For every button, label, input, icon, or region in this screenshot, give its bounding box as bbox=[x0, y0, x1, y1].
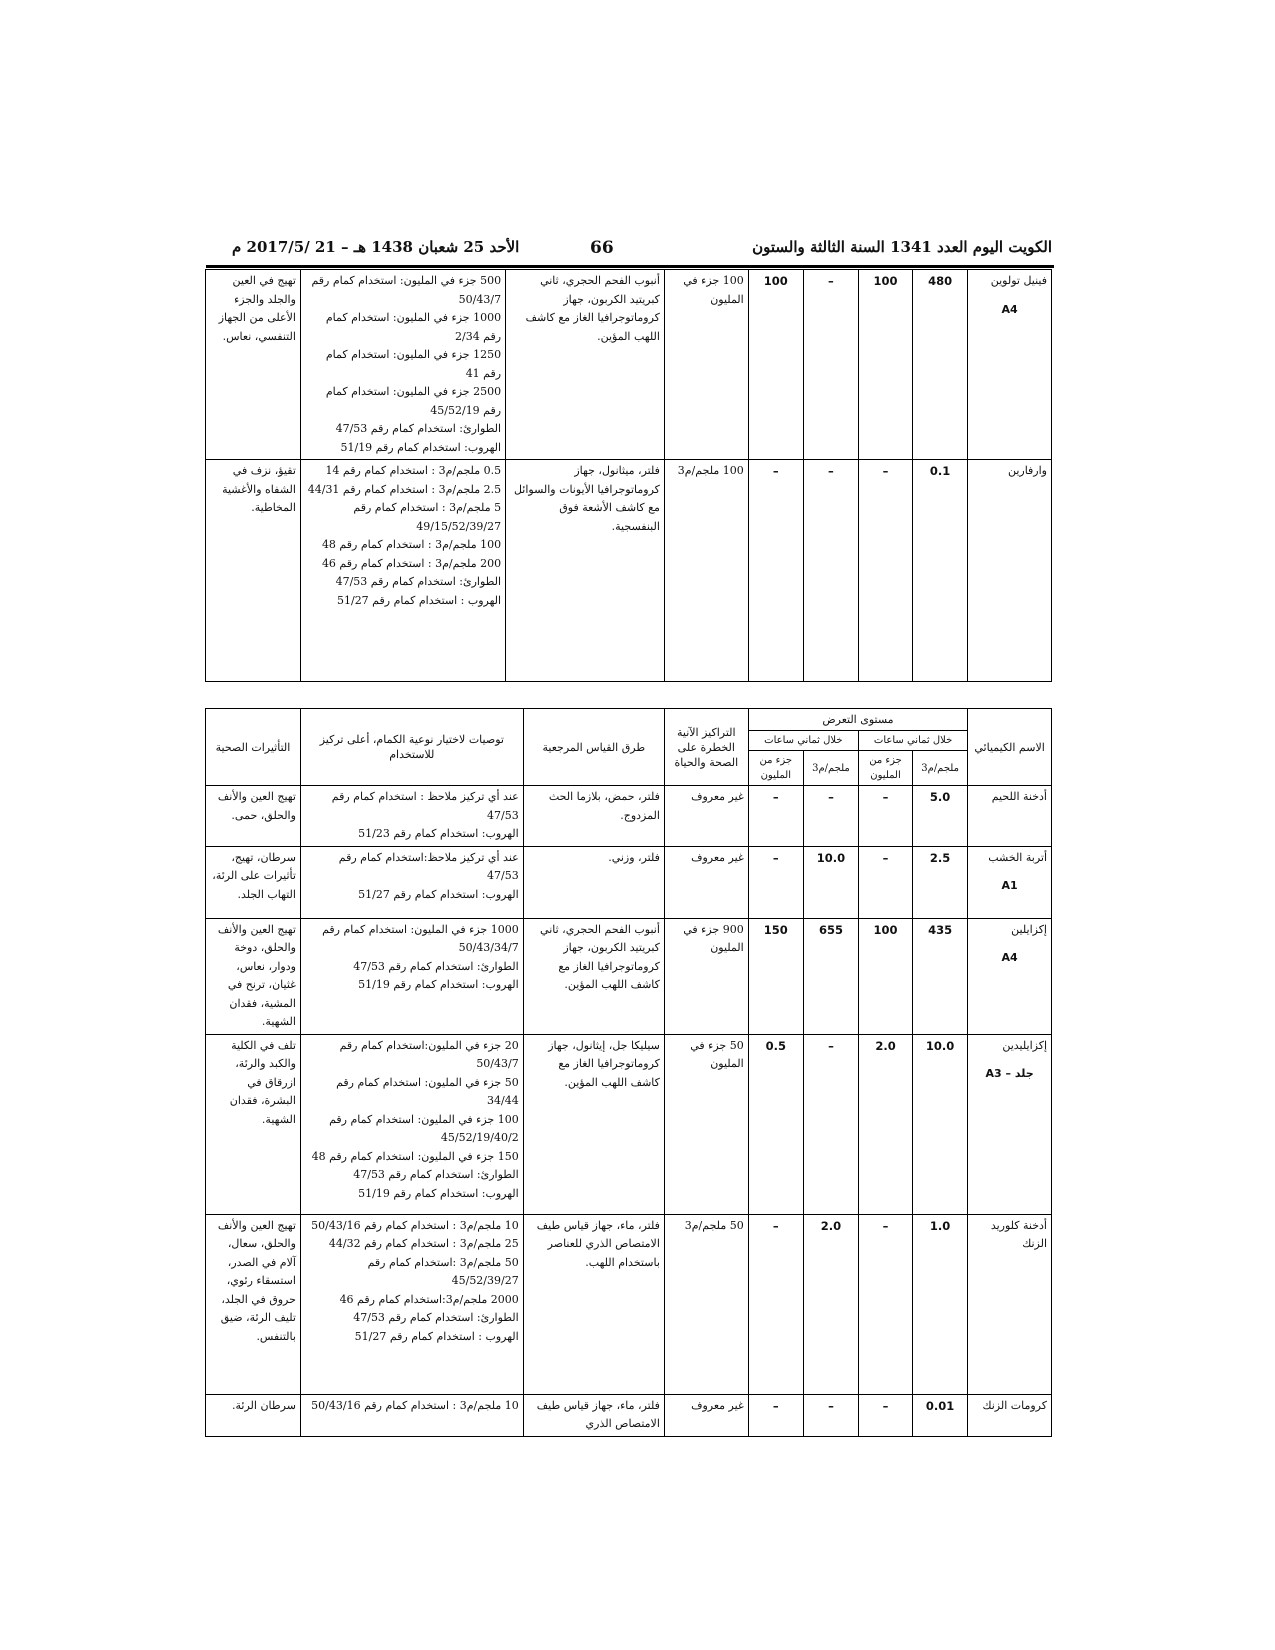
ppm-header-1: جزء من المليون bbox=[859, 751, 913, 786]
exposure-value: 2.0 bbox=[803, 1214, 858, 1394]
chemical-code: A4 bbox=[1001, 951, 1018, 964]
danger-concentration: 900 جزء في المليون bbox=[664, 918, 748, 1034]
chemical-code: A1 bbox=[1001, 879, 1018, 892]
recommendation-line: 20 جزء في المليون:استخدام كمام رقم 50/43/7 bbox=[339, 1038, 519, 1070]
health-effects: تهيج العين والأنف والحلق، دوخة ودوار، نعاس، غثيان، ترنح في المشية، فقدان الشهية. bbox=[206, 918, 301, 1034]
chemical-name: إكزايلين bbox=[1011, 922, 1047, 936]
exposure-value: – bbox=[859, 846, 913, 918]
recommendation-line: الهروب: استخدام كمام رقم 51/23 bbox=[358, 827, 519, 840]
exposure-value: 10.0 bbox=[913, 1034, 968, 1214]
chemical-code: A4 bbox=[1001, 302, 1018, 316]
page-header bbox=[232, 238, 1052, 264]
respirator-recommendations bbox=[300, 270, 505, 460]
chemical-name: إكزايليدين bbox=[1002, 1038, 1047, 1052]
table-row bbox=[206, 786, 1052, 847]
main-table bbox=[205, 708, 1052, 1437]
col-name-header: الاسم الكيميائي bbox=[968, 709, 1052, 786]
recommendation-line: 1250 جزء في المليون: استخدام كمام رقم 41 bbox=[325, 348, 502, 380]
recommendation-line: 2500 جزء في المليون: استخدام كمام رقم 45/52/19 bbox=[325, 385, 502, 417]
measurement-method: سيليكا جل، إيثانول، جهاز كروماتوجرافيا الغاز مع كاشف اللهب المؤين. bbox=[523, 1034, 664, 1214]
recommendation-line: 50 جزء في المليون: استخدام كمام رقم 34/44 bbox=[336, 1075, 519, 1107]
chemical-name-cell bbox=[968, 786, 1052, 847]
chemical-code: جلد – A3 bbox=[985, 1067, 1034, 1080]
health-effects: تهيج في العين والجلد والجزء الأعلى من الجهاز التنفسي، نعاس. bbox=[206, 270, 301, 460]
chemical-name: أتربة الخشب bbox=[988, 850, 1047, 864]
exposure-value: 2.0 bbox=[859, 1034, 913, 1214]
col-method-header: طرق القياس المرجعية bbox=[523, 709, 664, 786]
respirator-recommendations bbox=[300, 1394, 523, 1436]
measurement-method: فلتر، وزني. bbox=[523, 846, 664, 918]
chemical-name-cell bbox=[968, 846, 1052, 918]
recommendation-line: 1000 جزء في المليون: استخدام كمام رقم 50/43/34/7 bbox=[322, 922, 519, 954]
exposure-value: 150 bbox=[748, 918, 803, 1034]
recommendation-line: 2000 ملجم/م3:استخدام كمام رقم 46 bbox=[339, 1292, 519, 1306]
mg-header-1: ملجم/م3 bbox=[913, 751, 968, 786]
chemical-name-cell bbox=[968, 1034, 1052, 1214]
danger-concentration: 50 جزء في المليون bbox=[664, 1034, 748, 1214]
recommendation-line: عند أي تركيز ملاحظ:استخدام كمام رقم 47/53 bbox=[338, 850, 519, 882]
exposure-value: – bbox=[748, 1394, 803, 1436]
recommendation-line: 5 ملجم/م3 : استخدام كمام رقم 49/15/52/39/27 bbox=[353, 501, 502, 533]
chemical-name-cell bbox=[968, 918, 1052, 1034]
exposure-value: – bbox=[748, 786, 803, 847]
publication-info: الكويت اليوم العدد 1341 السنة الثالثة والستون bbox=[752, 238, 1052, 256]
exposure-value: 100 bbox=[859, 918, 913, 1034]
exposure-value: 655 bbox=[803, 918, 858, 1034]
measurement-method: فلتر، ماء، جهاز قياس طيف الامتصاص الذري للعناصر باستخدام اللهب. bbox=[523, 1214, 664, 1394]
ppm-header-2: جزء من المليون bbox=[748, 751, 803, 786]
exposure-value: 5.0 bbox=[913, 786, 968, 847]
chemical-name: فينيل تولوين bbox=[990, 274, 1047, 287]
chemical-name-cell bbox=[968, 270, 1052, 460]
group-a-header: خلال ثماني ساعات bbox=[859, 731, 968, 751]
recommendation-line: الهروب: استخدام كمام رقم 51/27 bbox=[358, 887, 519, 901]
recommendation-line: الهروب: استخدام كمام رقم 51/19 bbox=[358, 978, 519, 991]
exposure-value: – bbox=[803, 786, 858, 847]
issue-date: الأحد 25 شعبان 1438 هـ – 21 /2017/5 م bbox=[232, 238, 520, 256]
recommendation-line: الطوارئ: استخدام كمام رقم 47/53 bbox=[353, 1168, 519, 1181]
recommendation-line: 10 ملجم/م3 : استخدام كمام رقم 50/43/16 bbox=[311, 1398, 519, 1412]
exposure-value: – bbox=[859, 1214, 913, 1394]
measurement-method: أنبوب الفحم الحجري، ثاني كبريتيد الكربون، جهاز كروماتوجرافيا الغاز مع كاشف اللهب المؤين. bbox=[523, 918, 664, 1034]
group-b-header: خلال ثماني ساعات bbox=[748, 731, 858, 751]
recommendation-line: 25 ملجم/م3 : استخدام كمام رقم 44/32 bbox=[328, 1237, 519, 1250]
recommendation-line: 100 جزء في المليون: استخدام كمام رقم 45/52/19/40/2 bbox=[329, 1112, 519, 1144]
recommendation-line: الهروب: استخدام كمام رقم 51/19 bbox=[340, 440, 502, 454]
recommendation-line: 100 ملجم/م3 : استخدام كمام رقم 48 bbox=[321, 538, 502, 551]
page-number: 66 bbox=[590, 238, 614, 258]
measurement-method: فلتر، ميثانول، جهاز كروماتوجرافيا الأيونات والسوائل مع كاشف الأشعة فوق البنفسجية. bbox=[506, 460, 665, 682]
recommendation-line: الطوارئ: استخدام كمام رقم 47/53 bbox=[353, 959, 519, 973]
chemical-name: وارفارين bbox=[1007, 464, 1047, 477]
recommendation-line: 150 جزء في المليون: استخدام كمام رقم 48 bbox=[311, 1149, 519, 1163]
health-effects: تلف في الكلية والكبد والرئة، ازرقاق في البشرة، فقدان الشهية. bbox=[206, 1034, 301, 1214]
table-row bbox=[206, 460, 1052, 682]
col-exposure-header: مستوى التعرض bbox=[748, 709, 967, 731]
exposure-value: – bbox=[803, 270, 858, 460]
exposure-value: 100 bbox=[748, 270, 803, 460]
chemical-name-cell bbox=[968, 460, 1052, 682]
recommendation-line: الطوارئ: استخدام كمام رقم 47/53 bbox=[335, 575, 502, 588]
health-effects: تقيؤ، نزف في الشفاه والأغشية المخاطية. bbox=[206, 460, 301, 682]
chemical-name: أدخنة اللحيم bbox=[991, 790, 1047, 803]
col-effects-header: التأثيرات الصحية bbox=[206, 709, 301, 786]
respirator-recommendations bbox=[300, 846, 523, 918]
health-effects: سرطان، تهيج، تأثيرات على الرئة، التهاب الجلد. bbox=[206, 846, 301, 918]
table-row bbox=[206, 918, 1052, 1034]
health-effects: سرطان الرئة. bbox=[206, 1394, 301, 1436]
chemical-name: كرومات الزنك bbox=[982, 1398, 1047, 1412]
exposure-value: 0.1 bbox=[913, 460, 968, 682]
recommendation-line: 500 جزء في المليون: استخدام كمام رقم 50/43/7 bbox=[311, 274, 502, 306]
table-row bbox=[206, 270, 1052, 460]
table-row bbox=[206, 846, 1052, 918]
exposure-value: 480 bbox=[913, 270, 968, 460]
chemical-name-cell bbox=[968, 1394, 1052, 1436]
exposure-value: 0.5 bbox=[748, 1034, 803, 1214]
col-danger-header: التراكيز الآنية الخطرة على الصحة والحياة bbox=[664, 709, 748, 786]
exposure-value: 1.0 bbox=[913, 1214, 968, 1394]
exposure-value: – bbox=[803, 1394, 858, 1436]
danger-concentration: غير معروف bbox=[664, 1394, 748, 1436]
exposure-value: – bbox=[748, 1214, 803, 1394]
recommendation-line: الطوارئ: استخدام كمام رقم 47/53 bbox=[335, 422, 502, 435]
recommendation-line: 200 ملجم/م3 : استخدام كمام رقم 46 bbox=[321, 556, 502, 570]
recommendation-line: الهروب : استخدام كمام رقم 51/27 bbox=[354, 1329, 519, 1343]
exposure-value: – bbox=[748, 846, 803, 918]
table-row bbox=[206, 1034, 1052, 1214]
chemical-name-cell bbox=[968, 1214, 1052, 1394]
respirator-recommendations bbox=[300, 1214, 523, 1394]
danger-concentration: 100 جزء في المليون bbox=[664, 270, 748, 460]
danger-concentration: غير معروف bbox=[664, 786, 748, 847]
mg-header-2: ملجم/م3 bbox=[803, 751, 858, 786]
recommendation-line: 0.5 ملجم/م3 : استخدام كمام رقم 14 bbox=[325, 464, 502, 477]
exposure-value: 0.01 bbox=[913, 1394, 968, 1436]
col-recs-header: توصيات لاختيار نوعية الكمام، أعلى تركيز للاستخدام bbox=[300, 709, 523, 786]
exposure-value: – bbox=[859, 1394, 913, 1436]
table-row bbox=[206, 1214, 1052, 1394]
recommendation-line: 10 ملجم/م3 : استخدام كمام رقم 50/43/16 bbox=[311, 1218, 519, 1232]
table-row bbox=[206, 1394, 1052, 1436]
measurement-method: فلتر، حمض، بلازما الحث المزدوج. bbox=[523, 786, 664, 847]
recommendation-line: عند أي تركيز ملاحظ : استخدام كمام رقم 47/53 bbox=[331, 790, 519, 822]
recommendation-line: 1000 جزء في المليون: استخدام كمام رقم 2/34 bbox=[325, 311, 502, 343]
respirator-recommendations bbox=[300, 460, 505, 682]
respirator-recommendations bbox=[300, 786, 523, 847]
exposure-value: – bbox=[803, 1034, 858, 1214]
respirator-recommendations bbox=[300, 1034, 523, 1214]
chemical-name: أدخنة كلوريد الزنك bbox=[990, 1218, 1047, 1250]
danger-concentration: 100 ملجم/م3 bbox=[664, 460, 748, 682]
measurement-method: أنبوب الفحم الحجري، ثاني كبريتيد الكربون، جهاز كروماتوجرافيا الغاز مع كاشف اللهب المؤين. bbox=[506, 270, 665, 460]
measurement-method: فلتر، ماء، جهاز قياس طيف الامتصاص الذري bbox=[523, 1394, 664, 1436]
recommendation-line: 2.5 ملجم/م3 : استخدام كمام رقم 44/31 bbox=[307, 482, 502, 496]
danger-concentration: غير معروف bbox=[664, 846, 748, 918]
exposure-value: 10.0 bbox=[803, 846, 858, 918]
recommendation-line: الهروب : استخدام كمام رقم 51/27 bbox=[336, 593, 502, 607]
exposure-value: – bbox=[803, 460, 858, 682]
recommendation-line: الطوارئ: استخدام كمام رقم 47/53 bbox=[353, 1311, 519, 1324]
health-effects: تهيج العين والأنف والحلق، سعال، آلام في الصدر، استسقاء رئوي، حروق في الجلد، تليف الرئة، ضيق بالتنفس. bbox=[206, 1214, 301, 1394]
exposure-value: 2.5 bbox=[913, 846, 968, 918]
exposure-value: 100 bbox=[859, 270, 913, 460]
recommendation-line: 50 ملجم/م3 :استخدام كمام رقم 45/52/39/27 bbox=[367, 1255, 519, 1287]
exposure-value: 435 bbox=[913, 918, 968, 1034]
health-effects: تهيج العين والأنف والحلق، حمى. bbox=[206, 786, 301, 847]
respirator-recommendations bbox=[300, 918, 523, 1034]
exposure-value: – bbox=[859, 786, 913, 847]
exposure-value: – bbox=[748, 460, 803, 682]
recommendation-line: الهروب: استخدام كمام رقم 51/19 bbox=[358, 1186, 519, 1200]
exposure-value: – bbox=[859, 460, 913, 682]
header-rule bbox=[206, 265, 1054, 268]
top-table bbox=[205, 269, 1052, 682]
danger-concentration: 50 ملجم/م3 bbox=[664, 1214, 748, 1394]
